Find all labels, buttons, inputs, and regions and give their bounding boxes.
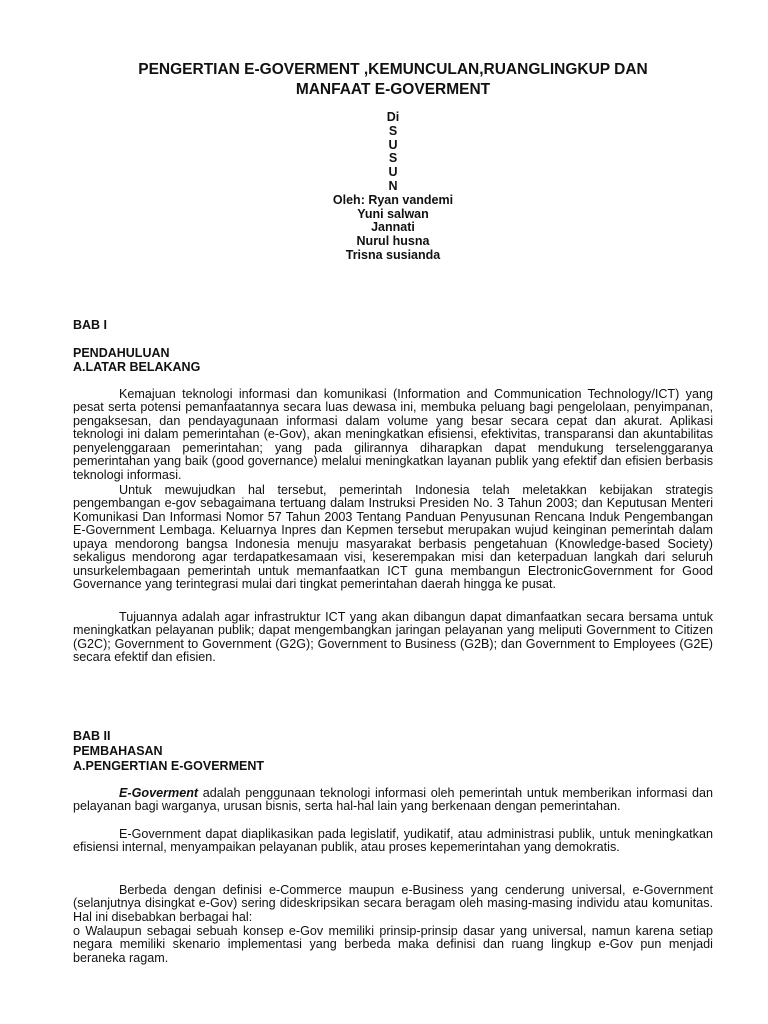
title-line-2: MANFAAT E-GOVERMENT — [295, 81, 491, 98]
bab1-paragraph-3: Tujuannya adalah agar infrastruktur ICT yang akan dibangun dapat dimanfaatkan secara bersama untuk meningkatkan pelayanan publik; dapat mengembangkan jaringan pelayanan yang meliputi Government to Citizen (G2C); Government to Government (G2G); Government to Business (G2B); dan Government to Employees (G2E) secara efektif dan efisien. — [73, 610, 713, 665]
title-line-1: PENGERTIAN E-GOVERMENT ,KEMUNCULAN,RUANGLINGKUP DAN — [138, 61, 648, 78]
bab2-subsection-title: A.PENGERTIAN E-GOVERMENT — [73, 759, 264, 773]
bab2-paragraph-3: Berbeda dengan definisi e-Commerce maupun e-Business yang cenderung universal, e-Government (selanjutnya disingkat e-Gov) sering dideskripsikan secara beragam oleh masing-masing individu atau komunitas. Hal ini disebabkan berbagai hal: — [73, 883, 713, 924]
bab1-paragraph-1: Kemajuan teknologi informasi dan komunikasi (Information and Communication Technology/ICT) yang pesat serta potensi pemanfaatannya secara luas dewasa ini, membuka peluang bagi pengelolaan, penyimpanan, pengaksesan, dan pendayagunaan informasi dalam volume yang besar secara cepat dan akurat. Aplikasi teknologi ini dalam pemerintahan (e-Gov), akan meningkatkan efisiensi, efektivitas, transparansi dan akuntabilitas penyelenggaraan pemerintahan; yang pada gilirannya diharapkan dapat mendukung terselenggaranya pemerintahan yang baik (good governance) melalui meningkatkan layanan publik yang efektif dan efisien berbasis teknologi informasi. — [73, 387, 713, 482]
disusun-line: U — [388, 137, 398, 152]
bab2-paragraph-2: E-Government dapat diaplikasikan pada legislatif, yudikatif, atau administrasi publik, untuk meningkatkan efisiensi internal, menyampaikan pelayanan publik, atau proses kepemerintahan yang demokratis. — [73, 827, 713, 855]
bab2-section-title: PEMBAHASAN — [73, 744, 163, 758]
bab2-paragraph-4: o Walaupun sebagai sebuah konsep e-Gov memiliki prinsip-prinsip dasar yang universal, namun karena setiap negara memiliki skenario implementasi yang berbeda maka definisi dan ruang lingkup e-Gov pun menjadi beraneka ragam. — [73, 924, 713, 965]
author-block — [73, 111, 713, 263]
disusun-line: Di — [386, 110, 400, 124]
bab1-heading: BAB I — [73, 318, 108, 332]
disusun-line: N — [388, 178, 398, 193]
bab1-paragraph-2: Untuk mewujudkan hal tersebut, pemerintah Indonesia telah meletakkan kebijakan strategis pengembangan e-gov sebagaimana tertuang dalam Instruksi Presiden No. 3 Tahun 2003; dan Keputusan Menteri Komunikasi Dan Informasi Nomor 57 Tahun 2003 Tentang Panduan Penyusunan Rencana Induk Pengembangan E-Government Lembaga. Keluarnya Inpres dan Kepmen tersebut merupakan wujud keinginan pemerintah dalam upaya mendorong bangsa Indonesia menuju masyarakat berbasis pengetahuan (Knowledge-based Society) sekaligus mendorong agar terdapatkesamaan visi, keserempakan misi dan keterpaduan langkah dari seluruh unsurkelembagaan pemerintah untuk memanfaatkan ICT guna membangun ElectronicGovernment for Good Governance yang terintegrasi mulai dari tingkat pemerintahan daerah hingga ke pusat. — [73, 483, 713, 592]
author-name: Yuni salwan — [357, 206, 429, 221]
disusun-line: S — [388, 151, 398, 166]
bab2-paragraph-1-text: adalah penggunaan teknologi informasi oleh pemerintah untuk memberikan informasi dan pelayanan bagi warganya, urusan bisnis, serta hal-hal lain yang berkenaan dengan pemerintahan. — [73, 786, 713, 814]
bab2-heading: BAB II — [73, 729, 111, 743]
bab1-section-title: PENDAHULUAN — [73, 346, 170, 360]
author-name: Jannati — [371, 220, 415, 235]
disusun-line: U — [388, 165, 398, 180]
document-title — [73, 60, 713, 100]
author-label: Oleh: Ryan vandemi — [332, 192, 454, 207]
author-name: Trisna susianda — [345, 247, 441, 262]
bab2-paragraph-1 — [73, 787, 713, 814]
author-name: Nurul husna — [356, 234, 430, 249]
disusun-line: S — [388, 123, 398, 138]
egov-term: E-Goverment — [119, 786, 199, 800]
bab1-subsection-title: A.LATAR BELAKANG — [73, 360, 201, 374]
